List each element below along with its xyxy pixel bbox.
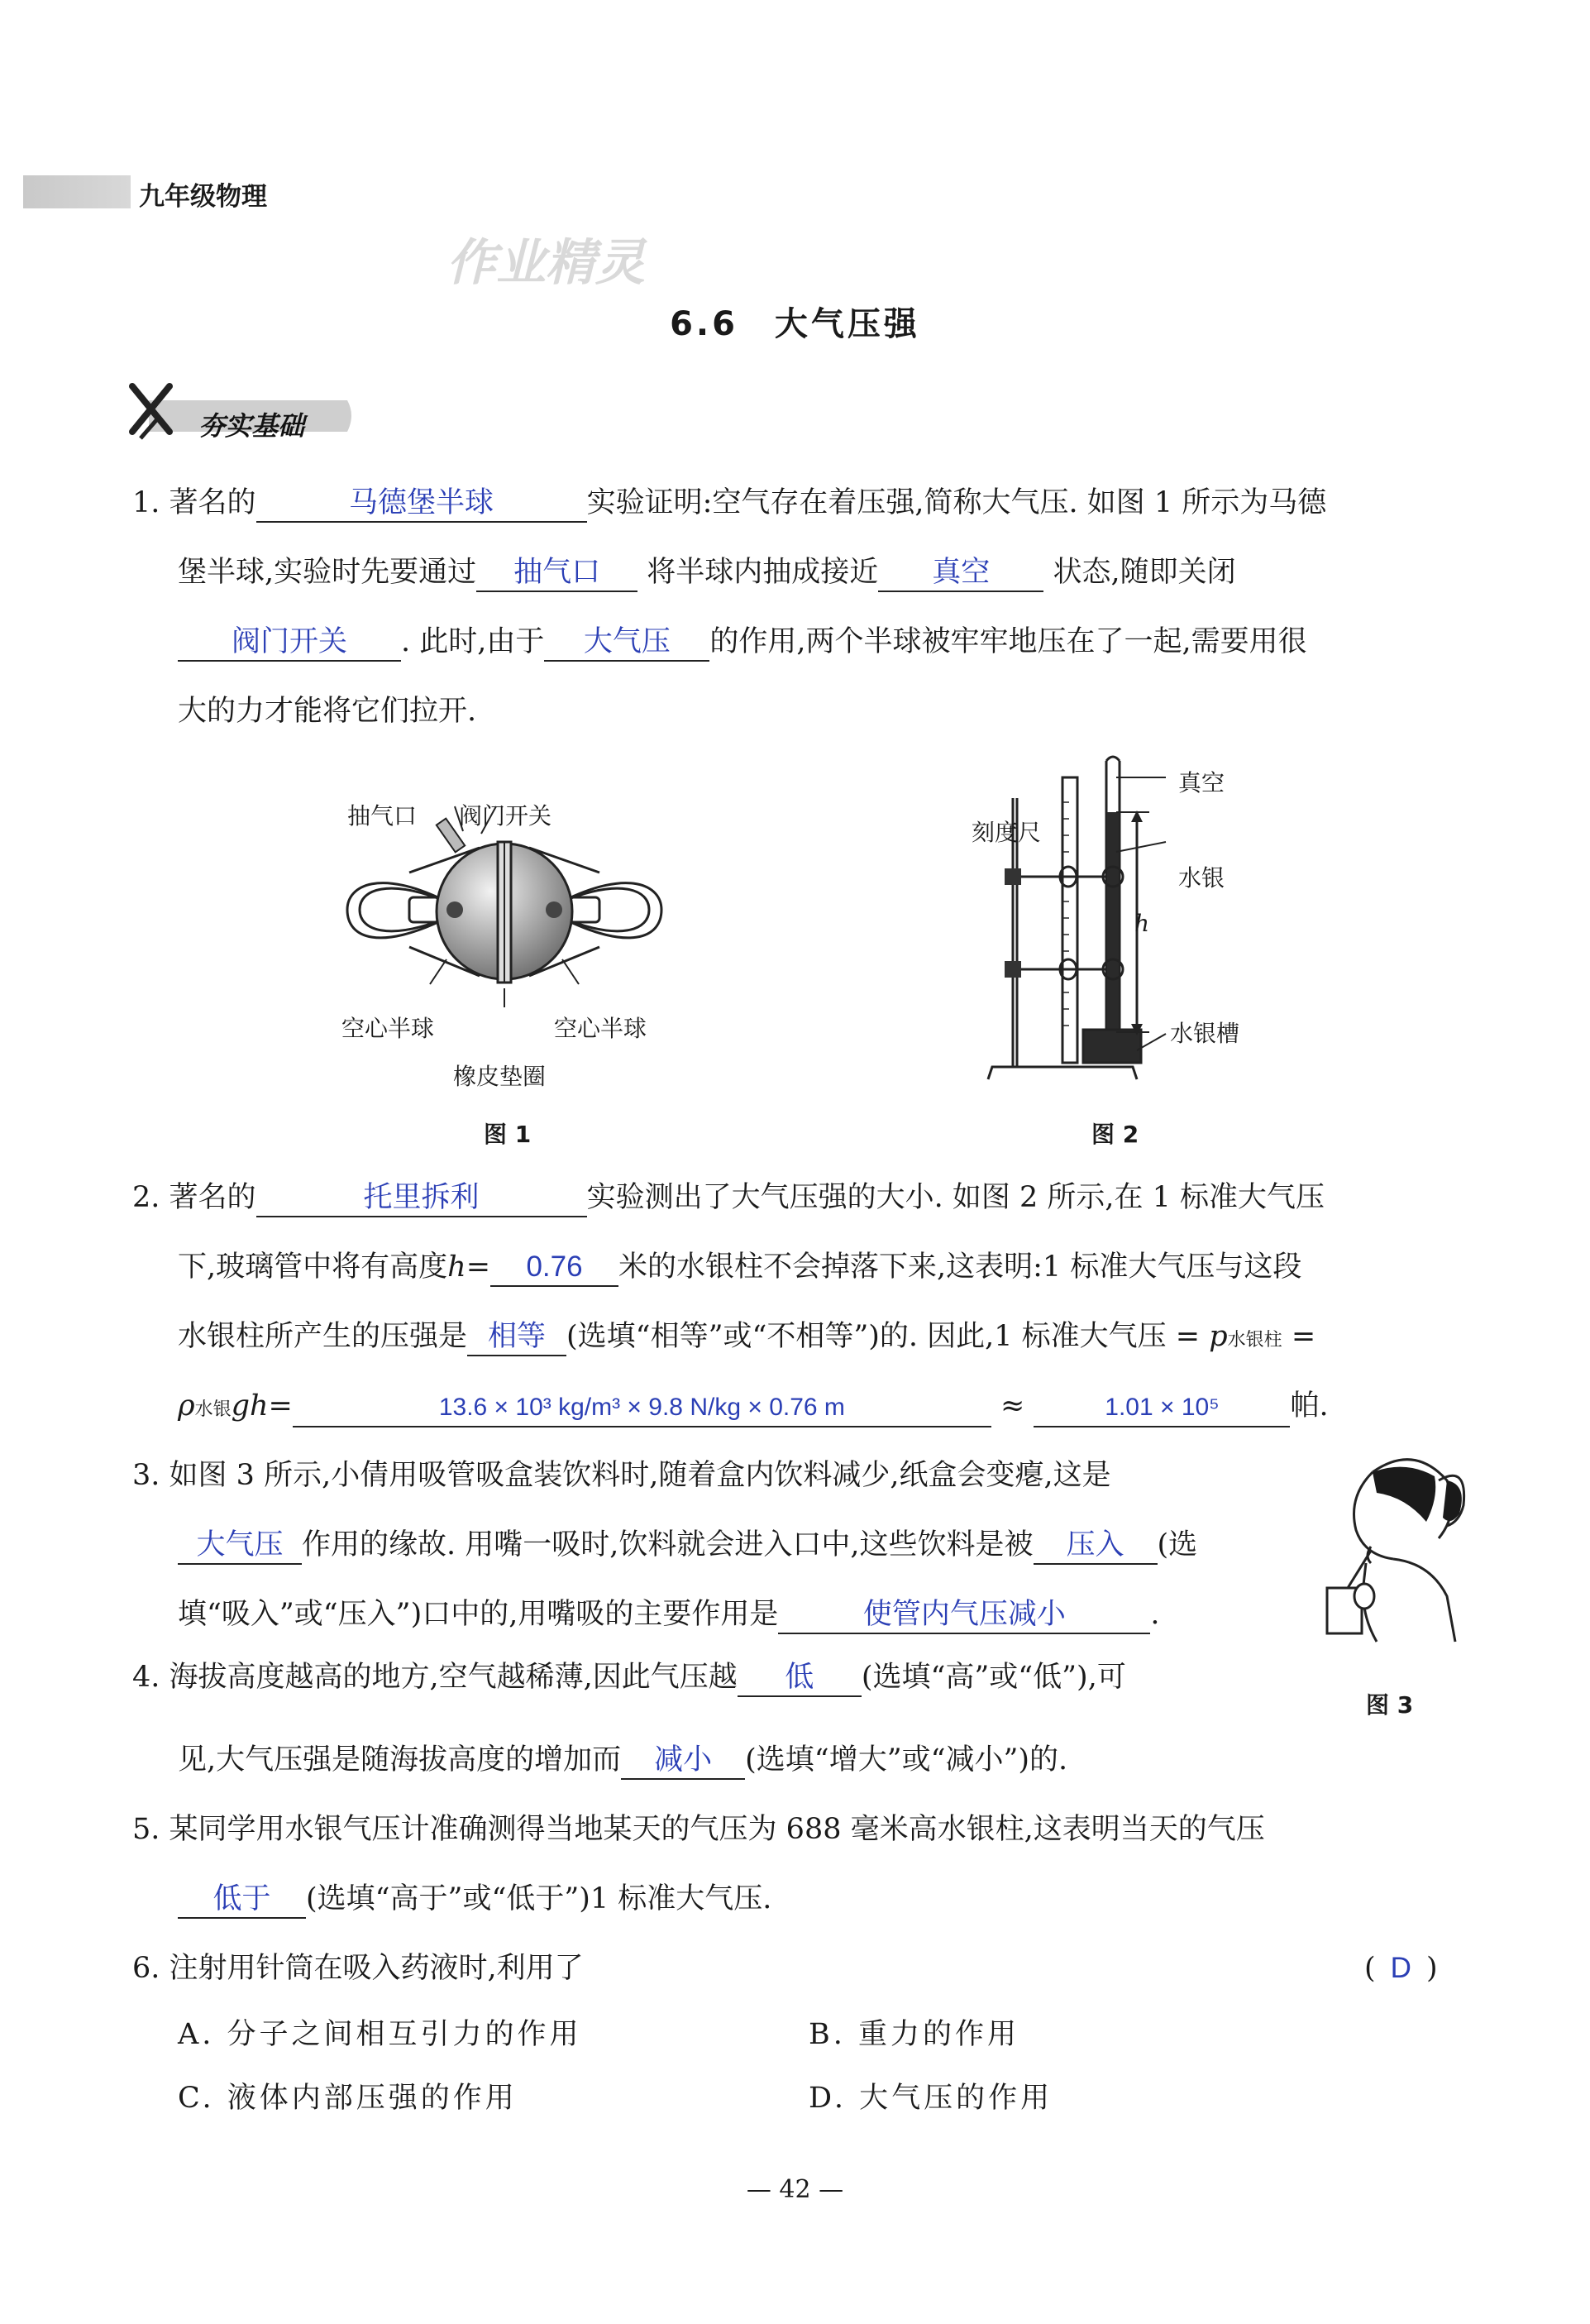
q6-answer-bracket: ( D ) [1364, 1952, 1438, 1985]
q5-line1: 5. 某同学用水银气压计准确测得当地某天的气压为 688 毫米高水银柱,这表明当天的气压 [132, 1813, 1265, 1846]
q1-line3: 阀门开关 . 此时,由于 大气压 的作用,两个半球被牢牢地压在了一起,需要用很 [178, 625, 1307, 662]
q3-line1: 3. 如图 3 所示,小倩用吸管吸盒装饮料时,随着盒内饮料减少,纸盒会变瘪,这是 [132, 1459, 1111, 1492]
q5-line2: 低于 (选填“高于”或“低于”)1 标准大气压. [178, 1882, 771, 1919]
q2-answer-5: 1.01 × 10⁵ [1034, 1391, 1290, 1427]
q6-stem: 6. 注射用针筒在吸入药液时,利用了 [132, 1952, 584, 1985]
fig1-label-valve: 阀门开关 [459, 802, 552, 830]
q3-answer-2: 压入 [1034, 1528, 1158, 1565]
fig2-label-mercury: 水银 [1178, 864, 1225, 892]
q4-answer-1: 低 [738, 1661, 862, 1697]
q4-line2: 见,大气压强是随海拔高度的增加而 减小 (选填“增大”或“减小”)的. [178, 1743, 1067, 1780]
q1-answer-2: 抽气口 [476, 556, 637, 592]
page-number: — 42 — [746, 2175, 844, 2204]
q1-line1: 1. 著名的 马德堡半球 实验证明:空气存在着压强,简称大气压. 如图 1 所示为马德 [132, 486, 1326, 523]
q2-line1: 2. 著名的 托里拆利 实验测出了大气压强的大小. 如图 2 所示,在 1 标准大气压 [132, 1181, 1325, 1217]
q3-line3: 填“吸入”或“压入”)口中的,用嘴吸的主要作用是 使管内气压减小 . [178, 1598, 1160, 1634]
fig1-caption: 图 1 [484, 1121, 532, 1148]
watermark: 作业精灵 [446, 234, 645, 292]
fig1-label-pump: 抽气口 [347, 802, 418, 830]
q4-answer-2: 减小 [621, 1743, 745, 1780]
fig2-label-h: h [1134, 910, 1150, 937]
q3-answer-3: 使管内气压减小 [778, 1598, 1150, 1634]
q2-line2: 下,玻璃管中将有高度h= 0.76 米的水银柱不会掉落下来,这表明:1 标准大气压与这段 [178, 1250, 1301, 1287]
q6-option-a: A. 分子之间相互引力的作用 [178, 2018, 582, 2051]
q1-answer-3: 真空 [878, 556, 1043, 592]
q6-answer: D [1390, 1952, 1411, 1984]
q2-answer-2: 0.76 [490, 1250, 618, 1287]
q2-answer-1: 托里拆利 [256, 1181, 587, 1217]
q1-line2: 堡半球,实验时先要通过 抽气口 将半球内抽成接近 真空 状态,随即关闭 [178, 556, 1236, 592]
q1-answer-5: 大气压 [544, 625, 709, 662]
page-title: 6.6 大气压强 [670, 305, 920, 343]
q1-line4: 大的力才能将它们拉开. [178, 695, 477, 728]
q3-answer-1: 大气压 [178, 1528, 302, 1565]
figure-3-girl-drinking [1315, 1447, 1472, 1646]
q1-answer-1: 马德堡半球 [256, 486, 587, 523]
header-bar [23, 175, 131, 208]
fig2-label-vacuum: 真空 [1178, 769, 1225, 796]
q2-line3: 水银柱所产生的压强是 相等 (选填“相等”或“不相等”)的. 因此,1 标准大气压 = p水银柱 = [178, 1320, 1315, 1357]
fig2-caption: 图 2 [1091, 1121, 1139, 1148]
fig1-label-gasket: 橡皮垫圈 [453, 1063, 547, 1090]
q2-line4: ρ水银gh= 13.6 × 10³ kg/m³ × 9.8 N/kg × 0.76 m ≈ 1.01 × 10⁵ 帕. [178, 1389, 1329, 1427]
fig2-label-ruler: 刻度尺 [972, 819, 1042, 846]
q1-answer-4: 阀门开关 [178, 625, 401, 662]
fig1-label-right: 空心半球 [554, 1015, 647, 1042]
fig2-label-trough: 水银槽 [1170, 1020, 1240, 1047]
q4-line1: 4. 海拔高度越高的地方,空气越稀薄,因此气压越 低 (选填“高”或“低”),可 [132, 1661, 1126, 1697]
q3-line2: 大气压 作用的缘故. 用嘴一吸时,饮料就会进入口中,这些饮料是被 压入 (选 [178, 1528, 1197, 1565]
fig3-caption: 图 3 [1366, 1691, 1414, 1719]
section-label: 夯实基础 [198, 410, 305, 442]
header-label: 九年级物理 [139, 182, 267, 212]
q6-option-b: B. 重力的作用 [809, 2018, 1019, 2051]
q2-answer-3: 相等 [467, 1320, 566, 1356]
q6-option-d: D. 大气压的作用 [809, 2082, 1053, 2115]
q2-answer-4: 13.6 × 10³ kg/m³ × 9.8 N/kg × 0.76 m [293, 1391, 991, 1427]
q6-option-c: C. 液体内部压强的作用 [178, 2082, 518, 2115]
fig1-label-left: 空心半球 [341, 1015, 435, 1042]
q5-answer-1: 低于 [178, 1882, 306, 1919]
